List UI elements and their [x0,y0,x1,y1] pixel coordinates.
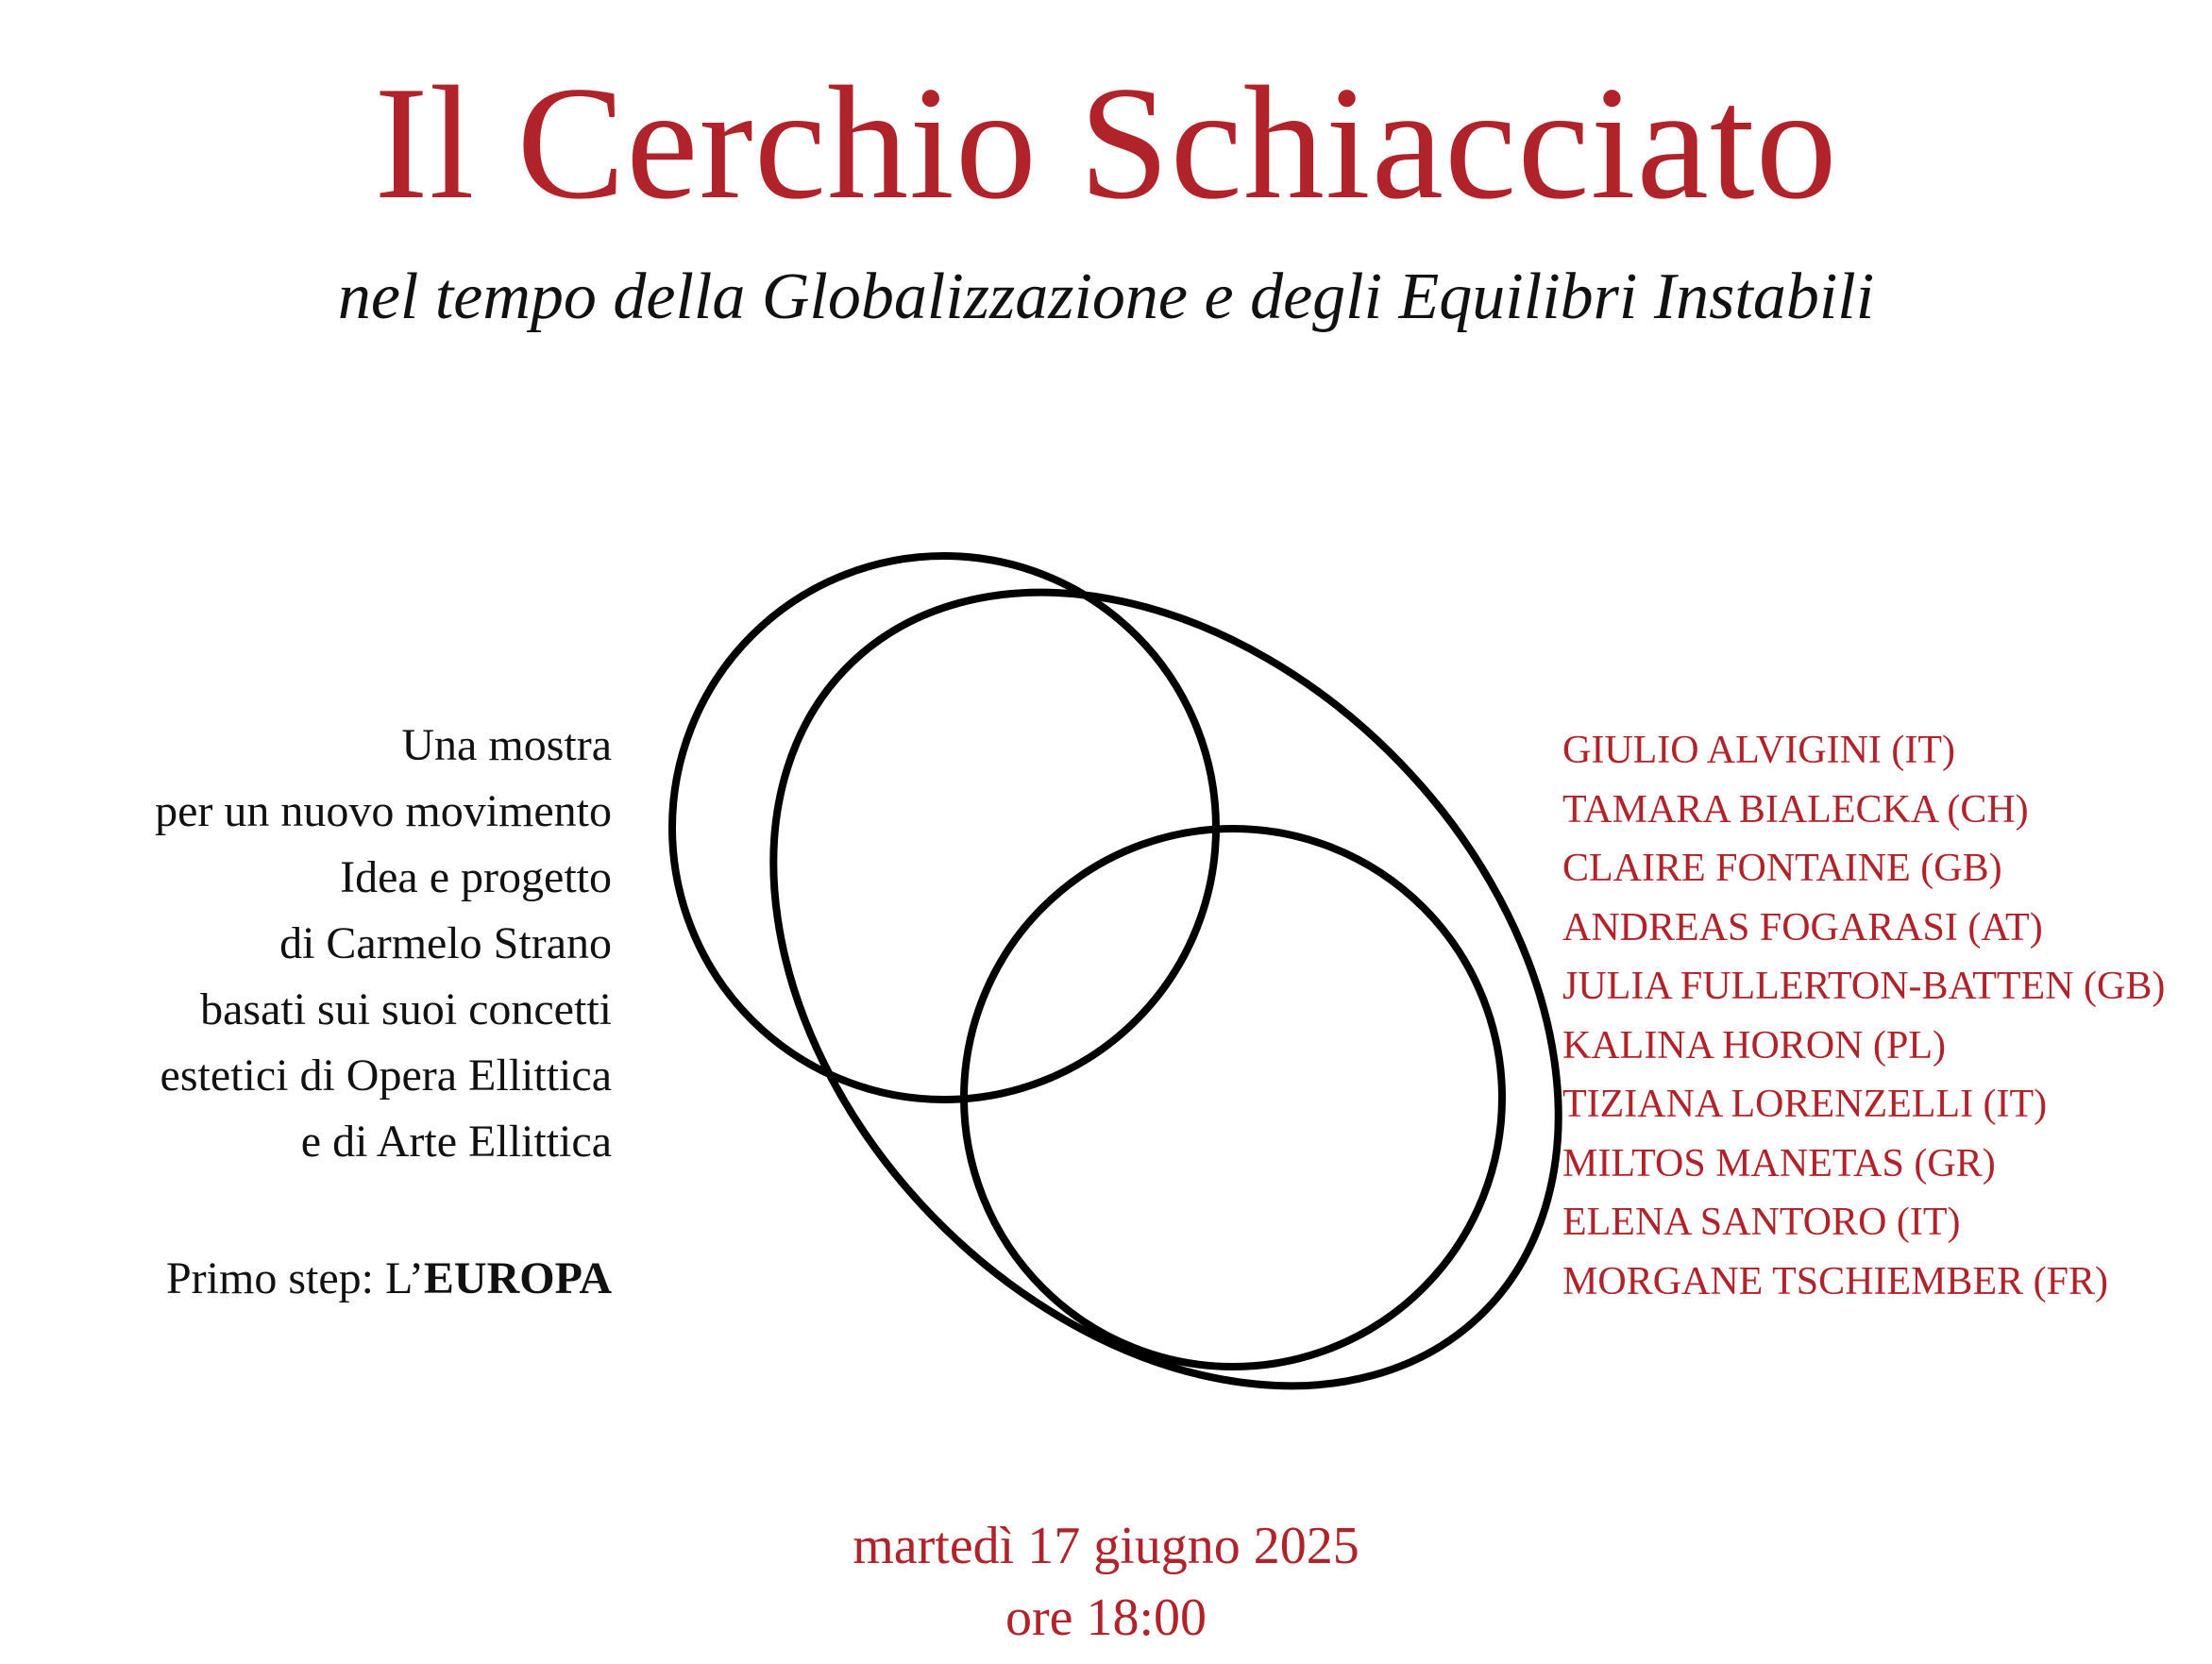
intro-line: Una mostra [401,720,612,770]
intro-line: basati sui suoi concetti [200,984,612,1034]
artist-item: ELENA SANTORO (IT) [1562,1201,1961,1244]
primo-step-region: EUROPA [423,1253,612,1303]
artist-item: ANDREAS FOGARASI (AT) [1562,905,2043,950]
artist-item: MORGANE TSCHIEMBER (FR) [1562,1259,2108,1303]
poster-subtitle: nel tempo della Globalizzazione e degli Equilibri Instabili [337,261,1875,333]
event-date: martedì 17 giugno 2025 [853,1517,1359,1575]
primo-step-prefix: Primo step: L’ [165,1253,424,1303]
artist-item: MILTOS MANETAS (GR) [1562,1141,1996,1185]
artist-item: JULIA FULLERTON-BATTEN (GB) [1562,965,2166,1008]
poster-title: Il Cerchio Schiacciato [374,54,1838,233]
artist-item: KALINA HORON (PL) [1562,1023,1946,1067]
artist-item: GIULIO ALVIGINI (IT) [1562,729,1956,772]
artist-item: CLAIRE FONTAINE (GB) [1562,847,2002,890]
intro-line: Idea e progetto [340,852,612,902]
artist-item: TIZIANA LORENZELLI (IT) [1562,1083,2048,1126]
lower-circle [964,829,1502,1367]
intro-line: di Carmelo Strano [279,918,612,968]
intro-line: estetici di Opera Ellittica [160,1051,612,1101]
upper-circle [672,556,1216,1100]
event-date-block [0,1510,2212,1654]
artist-item: TAMARA BIALECKA (CH) [1562,787,2029,832]
intro-line: per un nuovo movimento [155,786,612,836]
artist-list [1562,721,2204,1311]
intro-line: e di Arte Ellittica [300,1117,612,1167]
event-time: ore 18:00 [1005,1588,1207,1647]
